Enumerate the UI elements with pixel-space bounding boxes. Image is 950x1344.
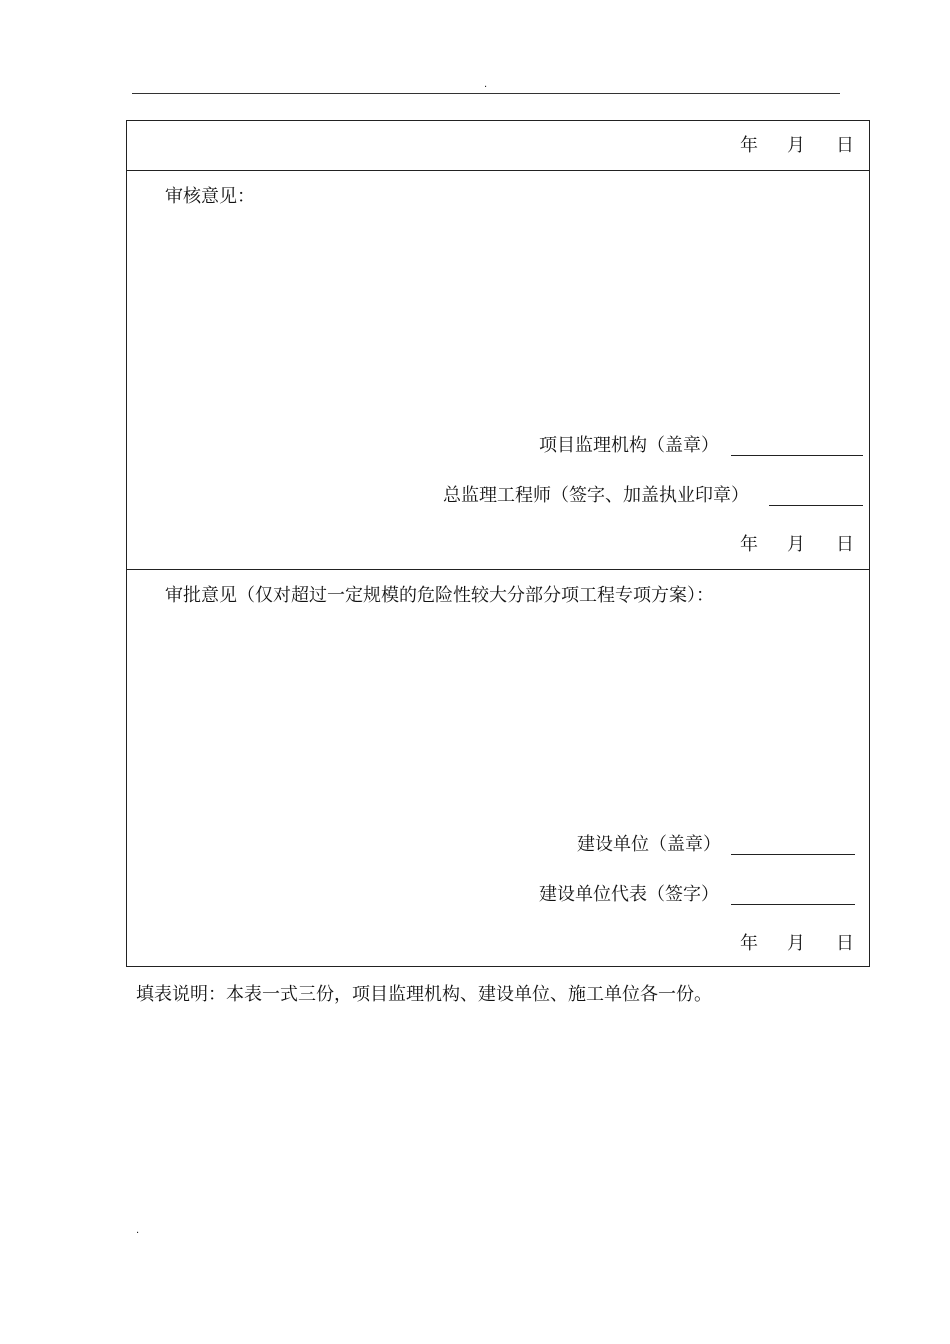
approval-date-month: 月 [787, 933, 805, 954]
date-day: 日 [836, 135, 854, 156]
approval-date-year: 年 [740, 933, 758, 954]
construction-unit-seal-line[interactable] [731, 854, 855, 855]
construction-unit-seal-label: 建设单位（盖章） [577, 834, 721, 855]
review-date-day: 日 [836, 534, 854, 555]
header-rule [132, 93, 840, 94]
supervision-org-seal-line[interactable] [731, 455, 863, 456]
header-dot: . [484, 79, 488, 90]
approval-date-day: 日 [836, 933, 854, 954]
date-month: 月 [787, 135, 805, 156]
date-year: 年 [740, 135, 758, 156]
chief-engineer-sign-line[interactable] [769, 505, 863, 506]
form-instructions-note: 填表说明：本表一式三份，项目监理机构、建设单位、施工单位各一份。 [136, 984, 712, 1005]
chief-engineer-sign-label: 总监理工程师（签字、加盖执业印章） [443, 485, 749, 506]
approval-opinion-label: 审批意见（仅对超过一定规模的危险性较大分部分项工程专项方案）： [165, 585, 714, 606]
row-divider [127, 569, 869, 570]
footer-dot: . [136, 1225, 140, 1236]
supervision-org-seal-label: 项目监理机构（盖章） [539, 435, 719, 456]
review-date-year: 年 [740, 534, 758, 555]
row-divider [127, 170, 869, 171]
construction-unit-rep-sign-line[interactable] [731, 904, 855, 905]
construction-unit-rep-sign-label: 建设单位代表（签字） [539, 884, 719, 905]
review-date-month: 月 [787, 534, 805, 555]
approval-form-table [126, 120, 870, 967]
review-opinion-label: 审核意见： [165, 186, 255, 207]
